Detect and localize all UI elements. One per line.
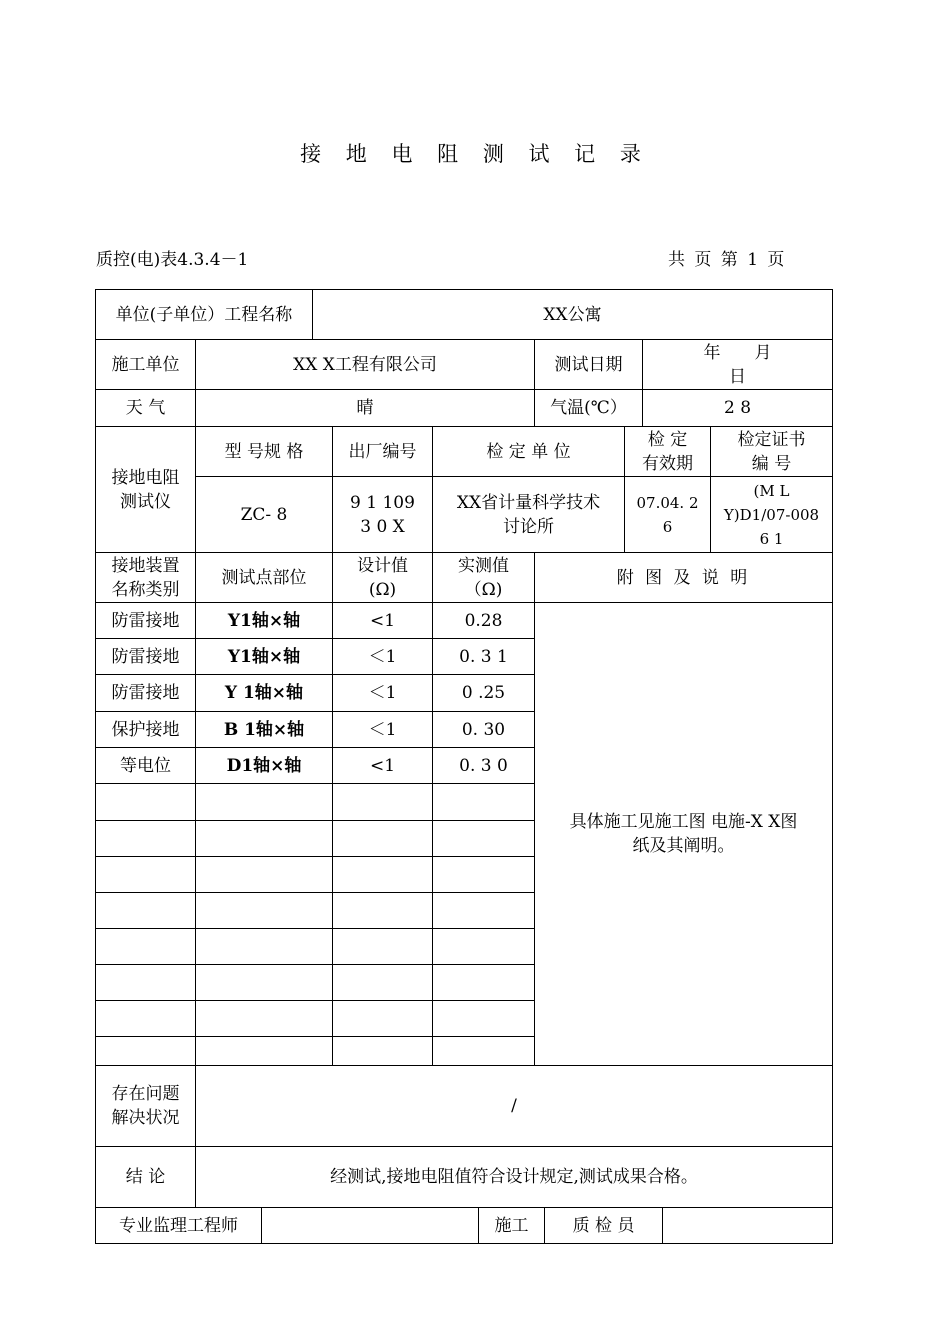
- instrument-cert: (M L Y)D1/07-008 6 1: [723, 481, 820, 548]
- row-design: ＜1: [368, 719, 397, 740]
- table-header-measured: 实测值 （Ω): [458, 555, 509, 600]
- row-category: 等电位: [120, 755, 171, 776]
- conclusion-value: 经测试,接地电阻值符合设计规定,测试成果合格。: [330, 1167, 698, 1187]
- instrument-agency: XX省计量科学技术 讨论所: [456, 492, 601, 537]
- row-category: 防雷接地: [111, 610, 180, 631]
- project-label: 单位(子单位）工程名称: [115, 304, 293, 325]
- supervisor-label: 专业监理工程师: [119, 1215, 238, 1236]
- temp-value: 2 8: [723, 398, 752, 418]
- conclusion-label: 结 论: [125, 1167, 166, 1187]
- row-point: B 1轴×轴: [223, 719, 305, 740]
- instrument-header-cert: 检定证书 编 号: [737, 429, 806, 474]
- table-header-point: 测试点部位: [221, 567, 307, 588]
- row-measured: 0.28: [464, 610, 503, 631]
- row-category: 防雷接地: [111, 646, 180, 667]
- temp-label: 气温(℃）: [550, 398, 627, 418]
- row-category: 防雷接地: [111, 683, 180, 703]
- row-design: <1: [369, 755, 396, 776]
- instrument-header-validity: 检 定 有效期: [642, 429, 693, 474]
- test-date-label: 测试日期: [554, 354, 623, 375]
- weather-label: 天 气: [125, 398, 166, 418]
- inspector-label: 质 检 员: [572, 1215, 635, 1236]
- row-point: Y 1轴×轴: [224, 683, 304, 703]
- contractor-label: 施工单位: [111, 354, 180, 375]
- instrument-validity: 07.04. 2 6: [636, 493, 699, 536]
- row-design: <1: [369, 610, 396, 631]
- issues-label: 存在问题 解决状况: [111, 1084, 180, 1128]
- row-measured: 0 .25: [461, 683, 506, 703]
- instrument-header-model: 型 号规 格: [224, 441, 304, 462]
- instrument-header-serial: 出厂编号: [348, 441, 417, 462]
- row-design: ＜1: [368, 683, 397, 703]
- inspector-signature-field[interactable]: [663, 1208, 832, 1243]
- instrument-model: ZC- 8: [240, 504, 288, 525]
- row-point: Y1轴×轴: [227, 646, 301, 667]
- row-point: D1轴×轴: [226, 755, 302, 776]
- row-measured: 0. 30: [461, 719, 506, 740]
- table-note: 具体施工见施工图 电施-X X图 纸及其阐明。: [569, 812, 798, 856]
- project-value: XX公寓: [543, 304, 602, 325]
- row-measured: 0. 3 1: [459, 646, 508, 667]
- instrument-serial: 9 1 109 3 0 X: [350, 492, 415, 537]
- weather-value: 晴: [356, 398, 374, 418]
- page-info: 共 页 第 1 页: [668, 250, 787, 270]
- table-header-category: 接地装置 名称类别: [111, 555, 180, 600]
- instrument-header-agency: 检 定 单 位: [486, 441, 571, 462]
- row-category: 保护接地: [111, 719, 180, 740]
- row-design: ＜1: [368, 646, 397, 667]
- test-date-value: 年 月 日: [703, 342, 772, 387]
- instrument-label: 接地电阻 测试仪: [111, 467, 180, 512]
- row-measured: 0. 3 0: [459, 755, 508, 776]
- page-title: 接 地 电 阻 测 试 记 录: [300, 142, 650, 166]
- contractor-value: XX X工程有限公司: [293, 354, 437, 375]
- issues-value: /: [511, 1096, 517, 1116]
- table-header-notes: 附 图 及 说 明: [616, 567, 751, 588]
- row-point: Y1轴×轴: [227, 610, 301, 631]
- table-header-design: 设计值 (Ω): [357, 555, 408, 600]
- form-code: 质控(电)表4.3.4－1: [96, 250, 249, 270]
- supervisor-signature-field[interactable]: [262, 1208, 478, 1243]
- construction-label: 施工: [494, 1215, 529, 1236]
